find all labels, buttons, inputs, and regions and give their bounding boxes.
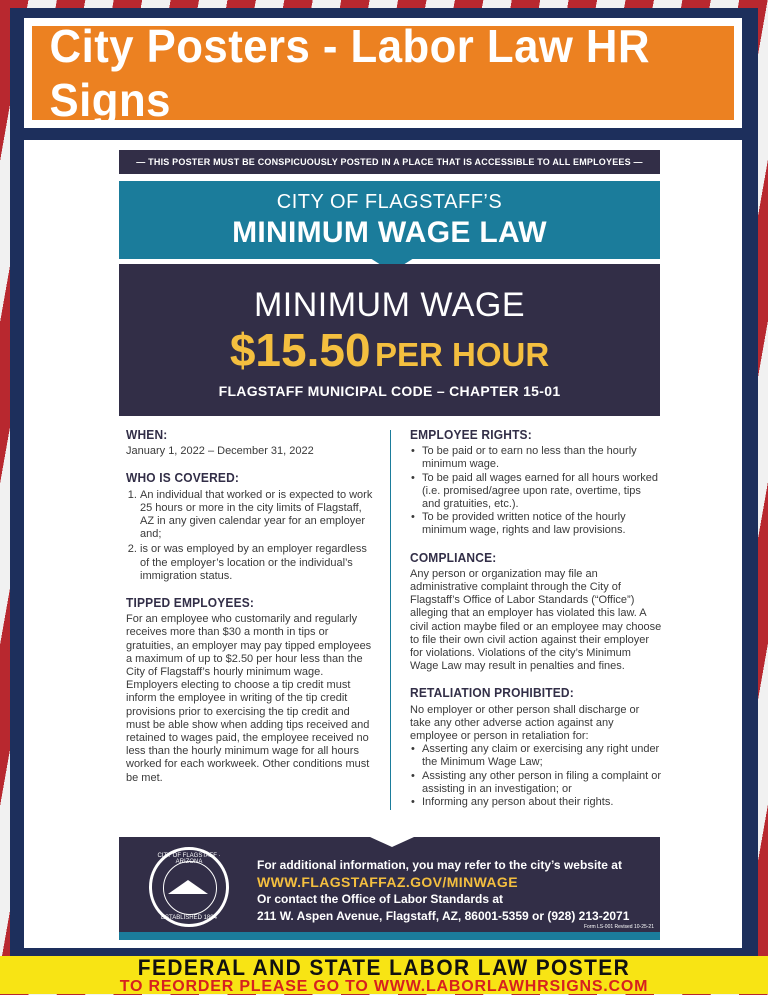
website-link[interactable]: WWW.FLAGSTAFFAZ.GOV/MINWAGE — [257, 874, 518, 890]
contact-line: Or contact the Office of Labor Standards at — [257, 892, 504, 906]
header-banner — [24, 18, 742, 128]
list-item: • To be provided written notice of the hourly minimum wage, rights and law provisions. — [422, 511, 662, 537]
covered-list — [126, 489, 374, 583]
left-column — [126, 428, 374, 798]
mountain-icon — [168, 880, 208, 894]
info-line: For additional information, you may refer to the city’s website at — [257, 858, 622, 872]
compliance-section — [410, 551, 662, 674]
poster-sheet — [24, 140, 742, 948]
poster-frame — [10, 8, 758, 956]
column-divider — [390, 430, 391, 810]
wage-block — [119, 264, 660, 416]
retaliation-list — [410, 743, 662, 809]
compliance-text: Any person or organization may file an administrative complaint through the City of Flagstaff’s Office of Labor Standards (“Office”) alleging that an employer has violated this law. A civil action maybe filed or an employee may choose to file their own civil action against their employer for violations. Violations of the city’s Minimum Wage Law may result in penalties and fines. — [410, 567, 662, 673]
contact-info — [257, 857, 629, 925]
law-title-block — [119, 181, 660, 259]
list-item: • Asserting any claim or exercising any right under the Minimum Wage Law; — [422, 743, 662, 769]
when-text: January 1, 2022 – December 31, 2022 — [126, 445, 314, 458]
form-number: Form LS-001 Revised 10-25-21 — [583, 924, 654, 930]
footer-strip — [119, 932, 660, 940]
list-item: • Assisting any other person in filing a complaint or assisting in an investigation; or — [422, 770, 662, 796]
tipped-section — [126, 596, 374, 785]
list-item: • To be paid or to earn no less than the hourly minimum wage. — [422, 445, 662, 471]
contact-footer — [119, 837, 660, 940]
compliance-heading: COMPLIANCE: — [410, 549, 497, 565]
retaliation-heading: RETALIATION PROHIBITED: — [410, 685, 574, 701]
seal-bottom-text: ESTABLISHED 1894 — [161, 915, 217, 921]
seal-top-text: CITY OF FLAGSTAFF · ARIZONA — [157, 853, 221, 865]
retaliation-text: No employer or other person shall discharge or take any other adverse action against any employee or person in retaliation for: — [410, 703, 640, 743]
when-heading: WHEN: — [126, 427, 168, 442]
list-item: 1. An individual that worked or is expected to work 25 hours or more in the city limits of Flagstaff, AZ in any given calendar year for an employer and; — [140, 489, 374, 542]
right-column — [410, 428, 662, 822]
per-hour-label: PER HOUR — [374, 336, 550, 373]
tipped-heading: TIPPED EMPLOYEES: — [126, 595, 255, 611]
banner-title: City Posters - Labor Law HR Signs — [49, 20, 651, 126]
city-seal-icon — [149, 847, 229, 927]
address-line: 211 W. Aspen Avenue, Flagstaff, AZ, 86001-5359 or (928) 213-2071 — [257, 909, 630, 923]
rights-section — [410, 428, 662, 538]
reorder-title: FEDERAL AND STATE LABOR LAW POSTER — [137, 955, 631, 980]
rights-heading: EMPLOYEE RIGHTS: — [410, 427, 532, 442]
chevron-down-icon — [370, 837, 414, 847]
municipal-code: FLAGSTAFF MUNICIPAL CODE – CHAPTER 15-01 — [218, 383, 561, 399]
law-name: MINIMUM WAGE LAW — [232, 216, 547, 249]
tipped-text: For an employee who customarily and regularly receives more than $30 a month in tips or gratuities, an employer may pay tipped employees a maximum of up to $2.50 per hour less than the City of Flagstaff’s hourly minimum wage. Employers electing to choose a tip credit must inform the employee in writing of the tip credit provisions prior to exercising the tip credit and must be able show when adding tips received and retained to wages paid, the employee received no less than the hourly minimum wage for all hours worked for each workweek. Other conditions must be met. — [126, 613, 372, 784]
city-name: CITY OF FLAGSTAFF’S — [276, 191, 503, 213]
reorder-bar — [0, 956, 768, 994]
when-section — [126, 428, 374, 458]
wage-label: MINIMUM WAGE — [253, 286, 526, 324]
covered-heading: WHO IS COVERED: — [126, 470, 240, 486]
list-item: • To be paid all wages earned for all hours worked (i.e. promised/agree upon rate, overtime, tips and gratuities, etc.). — [422, 472, 662, 512]
banner-bar — [32, 20, 734, 126]
list-item: • Informing any person about their rights. — [422, 796, 662, 809]
posting-notice: — THIS POSTER MUST BE CONSPICUOUSLY POSTED IN A PLACE THAT IS ACCESSIBLE TO ALL EMPLOYEES — — [119, 150, 660, 174]
rights-list — [410, 445, 662, 537]
covered-section — [126, 471, 374, 583]
list-item: 2. is or was employed by an employer regardless of the employer’s location or the individual’s immigration status. — [140, 543, 374, 583]
wage-rate — [119, 324, 660, 376]
reorder-link[interactable]: TO REORDER PLEASE GO TO WWW.LABORLAWHRSIGNS.COM — [119, 978, 649, 995]
retaliation-section — [410, 686, 662, 809]
wage-amount: $15.50 — [229, 324, 371, 376]
